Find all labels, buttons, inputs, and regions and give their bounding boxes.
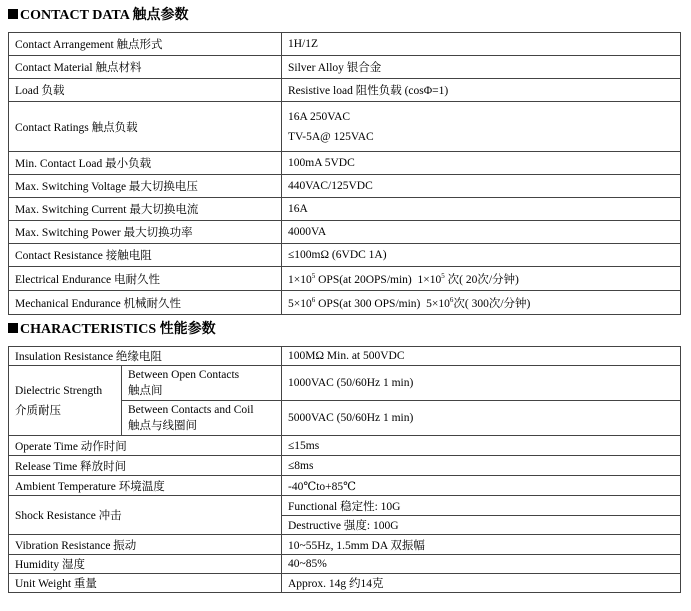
table-row bbox=[9, 347, 681, 366]
row-value: 100mA 5VDC bbox=[282, 152, 681, 175]
row-value: 40~85% bbox=[282, 555, 681, 574]
table-row bbox=[9, 574, 681, 593]
row-label: Shock Resistance 冲击 bbox=[9, 496, 282, 535]
row-label: Vibration Resistance 振动 bbox=[9, 535, 282, 555]
square-bullet-icon bbox=[8, 323, 18, 333]
row-value: Functional 稳定性: 10G bbox=[282, 496, 681, 516]
row-value: Silver Alloy 银合金 bbox=[282, 56, 681, 79]
row-label: Contact Arrangement 触点形式 bbox=[9, 33, 282, 56]
row-value: Destructive 强度: 100G bbox=[282, 516, 681, 535]
table-row bbox=[9, 175, 681, 198]
characteristics-title: CHARACTERISTICS 性能参数 bbox=[8, 322, 216, 338]
square-bullet-icon bbox=[8, 9, 18, 19]
row-value: ≤8ms bbox=[282, 456, 681, 476]
table-row bbox=[9, 267, 681, 291]
table-row bbox=[9, 152, 681, 175]
row-value: 1H/1Z bbox=[282, 33, 681, 56]
rating-line-2: TV-5A@ 125VAC bbox=[288, 130, 374, 143]
row-value: ≤100mΩ (6VDC 1A) bbox=[282, 244, 681, 267]
row-label: Release Time 释放时间 bbox=[9, 456, 282, 476]
characteristics-table bbox=[8, 346, 681, 593]
table-row bbox=[9, 456, 681, 476]
row-label: Insulation Resistance 绝缘电阻 bbox=[9, 347, 282, 366]
rating-line-1: 16A 250VAC bbox=[288, 110, 351, 123]
row-label: Max. Switching Power 最大切换功率 bbox=[9, 221, 282, 244]
dielectric-label: Dielectric Strength 介质耐压 bbox=[9, 366, 122, 436]
table-row bbox=[9, 291, 681, 315]
row-value: $5\times 10^6$ OPS(at 300 OPS/min) $5\times 10^6$次( 300次/分钟) bbox=[282, 291, 681, 315]
table-row bbox=[9, 366, 681, 401]
row-value: -40℃to+85℃ bbox=[282, 476, 681, 496]
contact-data-title: CONTACT DATA 触点参数 bbox=[8, 8, 189, 24]
table-row bbox=[9, 555, 681, 574]
row-label: Contact Material 触点材料 bbox=[9, 56, 282, 79]
table-row bbox=[9, 33, 681, 56]
row-label: Max. Switching Current 最大切换电流 bbox=[9, 198, 282, 221]
row-value: 10~55Hz, 1.5mm DA 双振幅 bbox=[282, 535, 681, 555]
row-label: Contact Resistance 接触电阻 bbox=[9, 244, 282, 267]
row-value: ≤15ms bbox=[282, 436, 681, 456]
row-value: 440VAC/125VDC bbox=[282, 175, 681, 198]
table-row bbox=[9, 102, 681, 152]
table-row bbox=[9, 244, 681, 267]
row-label: Operate Time 动作时间 bbox=[9, 436, 282, 456]
row-label: Max. Switching Voltage 最大切换电压 bbox=[9, 175, 282, 198]
row-label: Humidity 湿度 bbox=[9, 555, 282, 574]
table-row bbox=[9, 476, 681, 496]
row-value: 4000VA bbox=[282, 221, 681, 244]
table-row bbox=[9, 496, 681, 516]
row-value: 100MΩ Min. at 500VDC bbox=[282, 347, 681, 366]
row-value bbox=[282, 102, 681, 152]
table-row bbox=[9, 56, 681, 79]
row-value: 1000VAC (50/60Hz 1 min) bbox=[282, 366, 681, 401]
table-row bbox=[9, 535, 681, 555]
row-label: Min. Contact Load 最小负载 bbox=[9, 152, 282, 175]
row-value: Approx. 14g 约14克 bbox=[282, 574, 681, 593]
contact-data-table bbox=[8, 32, 681, 315]
row-value: $1\times 10^5$ OPS(at 20OPS/min) $1\times 10^5$ 次( 20次/分钟) bbox=[282, 267, 681, 291]
open-contacts-label: Between Open Contacts 触点间 bbox=[122, 366, 282, 401]
row-label: Unit Weight 重量 bbox=[9, 574, 282, 593]
row-value: Resistive load 阻性负载 (cosΦ=1) bbox=[282, 79, 681, 102]
row-value: 5000VAC (50/60Hz 1 min) bbox=[282, 401, 681, 436]
row-label: Ambient Temperature 环境温度 bbox=[9, 476, 282, 496]
table-row bbox=[9, 198, 681, 221]
row-value: 16A bbox=[282, 198, 681, 221]
coil-contacts-label: Between Contacts and Coil 触点与线圈间 bbox=[122, 401, 282, 436]
table-row bbox=[9, 221, 681, 244]
table-row bbox=[9, 79, 681, 102]
table-row bbox=[9, 436, 681, 456]
row-label: Contact Ratings 触点负载 bbox=[9, 102, 282, 152]
row-label: Mechanical Endurance 机械耐久性 bbox=[9, 291, 282, 315]
row-label: Electrical Endurance 电耐久性 bbox=[9, 267, 282, 291]
row-label: Load 负载 bbox=[9, 79, 282, 102]
